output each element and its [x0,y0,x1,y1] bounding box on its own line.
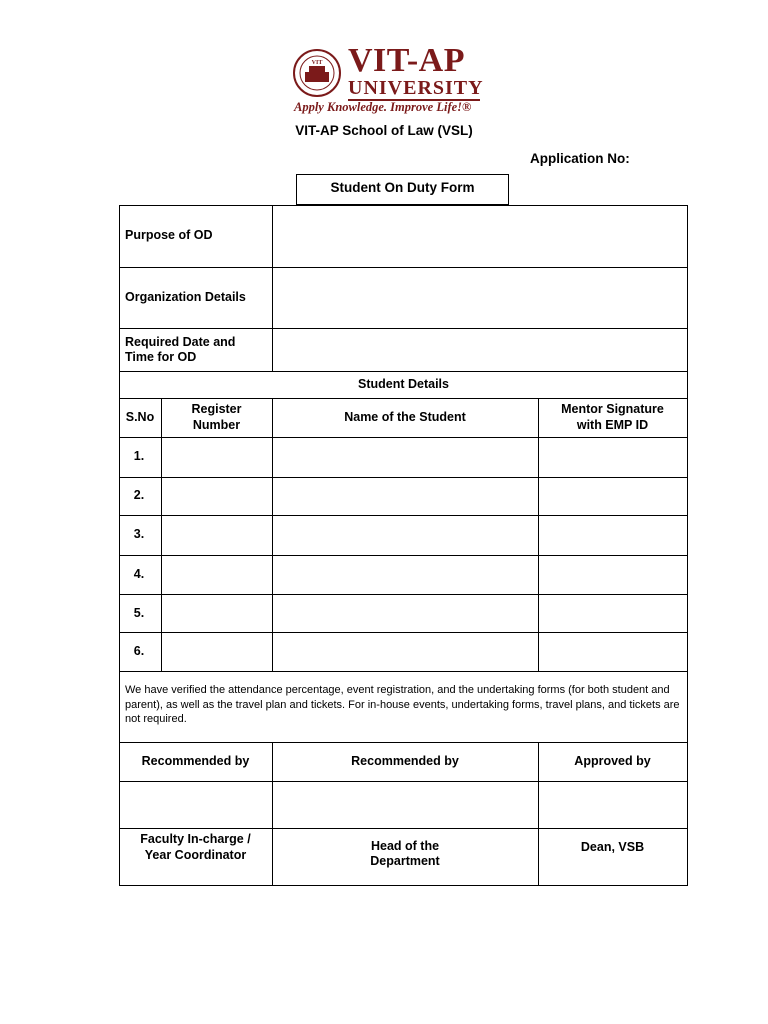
border-line [119,437,688,438]
col-mentor-header-line1: Mentor Signature [561,402,664,416]
logo-brand: VIT-AP [348,42,465,79]
row-number: 2. [133,488,145,502]
recommended-by-header-1: Recommended by [141,754,250,768]
application-no-label: Application No: [530,151,630,166]
student-details-heading: Student Details [358,377,449,391]
school-name: VIT-AP School of Law (VSL) [295,123,473,138]
logo-university: UNIVERSITY [348,77,484,99]
logo-tagline: Apply Knowledge. Improve Life!® [294,100,472,114]
col-register-header-line1: Register [191,402,242,416]
border-line [161,398,162,671]
col-name-header: Name of the Student [344,410,466,424]
border-line [119,205,688,206]
dean-role: Dean, VSB [580,840,645,854]
border-line [119,398,688,399]
border-line [119,781,688,782]
border-line [119,515,688,516]
recommended-by-header-2: Recommended by [351,754,459,768]
university-seal-icon [292,48,342,98]
university-logo [290,44,486,116]
border-line [119,555,688,556]
date-label-line1: Required Date and [125,335,236,349]
border-line [119,671,688,672]
faculty-role-line1: Faculty In-charge / [140,832,251,846]
hod-role-line1: Head of the [370,839,440,853]
border-line [119,328,688,329]
border-line [119,205,120,886]
border-line [119,477,688,478]
col-mentor-header-line2: with EMP ID [576,418,649,432]
col-register-header-line2: Number [192,418,241,432]
row-number: 4. [133,567,145,581]
row-number: 1. [133,449,145,463]
border-line [272,205,273,371]
col-sno-header: S.No [125,410,155,424]
border-line [119,828,688,829]
border-line [119,267,688,268]
row-number: 5. [133,606,145,620]
approved-by-header: Approved by [574,754,651,768]
verification-note: We have verified the attendance percentage, event registration, and the undertaking forms (for both student and parent), as well as the travel plan and tickets. For in-house events, undertaking forms, travel plans, and tickets are not required. [125,684,680,725]
organization-label: Organization Details [125,290,246,304]
faculty-role-line2: Year Coordinator [144,848,247,862]
border-line [687,205,688,886]
border-line [119,594,688,595]
form-title: Student On Duty Form [296,174,509,205]
date-label-line2: Time for OD [125,350,197,364]
row-number: 6. [133,644,145,658]
border-line [119,885,688,886]
border-line [119,742,688,743]
border-line [119,371,688,372]
row-number: 3. [133,527,145,541]
border-line [272,398,273,671]
border-line [538,398,539,671]
seal-text: VIT [311,60,323,66]
hod-role-line2: Department [370,854,440,868]
purpose-label: Purpose of OD [125,228,213,242]
od-form-table [119,205,688,886]
border-line [119,632,688,633]
